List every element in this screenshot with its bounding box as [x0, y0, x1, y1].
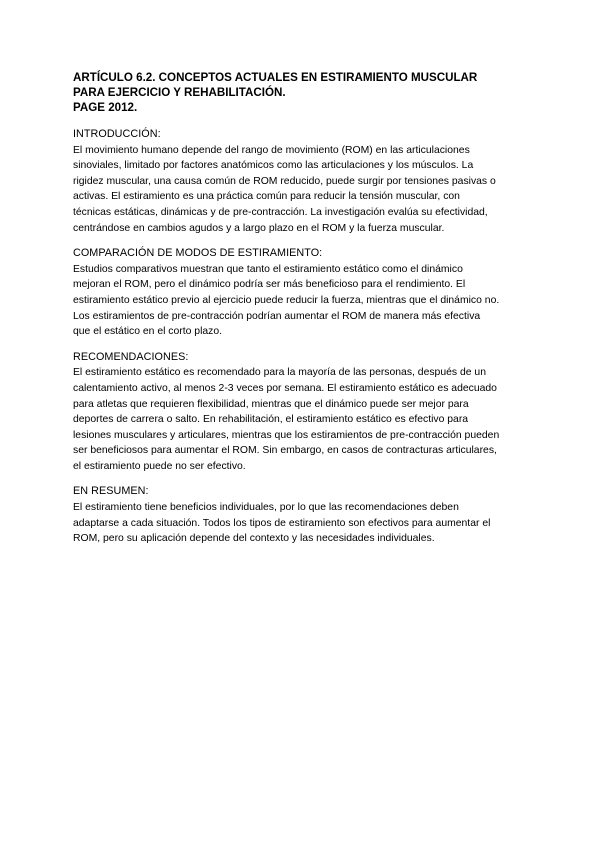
section-body	[73, 365, 533, 474]
section-heading: COMPARACIÓN DE MODOS DE ESTIRAMIENTO:	[73, 247, 323, 260]
body-line: adaptarse a cada situación. Todos los tipos de estiramiento son efectivos para aumentar el	[73, 517, 491, 529]
section-resumen	[73, 484, 533, 546]
section-heading: EN RESUMEN:	[73, 485, 149, 498]
body-line: El movimiento humano depende del rango de movimiento (ROM) en las articulaciones	[73, 144, 470, 156]
body-line: ser beneficiosos para aumentar el ROM. Sin embargo, en casos de contracturas articulares,	[73, 445, 497, 457]
body-line: sinoviales, limitado por factores anatómicos como las articulaciones y los músculos. La	[73, 160, 474, 172]
body-line: mejoran el ROM, pero el dinámico podría ser más beneficioso para el rendimiento. El	[73, 279, 466, 291]
body-line: centrándose en cambios agudos y a largo plazo en el ROM y la fuerza muscular.	[73, 222, 445, 234]
section-body	[73, 500, 533, 547]
body-line: calentamiento activo, al menos 2-3 veces por semana. El estiramiento estático es adecuado	[73, 382, 497, 394]
section-heading: RECOMENDACIONES:	[73, 350, 189, 363]
body-line: el estiramiento puede no ser efectivo.	[73, 460, 246, 472]
body-line: técnicas estáticas, dinámicas y de pre-contracción. La investigación evalúa su efectividad,	[73, 206, 488, 218]
document-page	[73, 70, 533, 557]
body-line: Estudios comparativos muestran que tanto el estiramiento estático como el dinámico	[73, 263, 463, 275]
section-recomendaciones	[73, 350, 533, 475]
body-line: para atletas que requieren flexibilidad, mientras que el dinámico puede ser mejor para	[73, 398, 469, 410]
title-line: ARTÍCULO 6.2. CONCEPTOS ACTUALES EN ESTIRAMIENTO MUSCULAR	[73, 71, 478, 84]
body-line: rigidez muscular, una causa común de ROM reducido, puede surgir por tensiones pasivas o	[73, 175, 496, 187]
title-line: PAGE 2012.	[73, 101, 138, 114]
body-line: activas. El estiramiento es una práctica común para reducir la tensión muscular, con	[73, 191, 460, 203]
document-title	[73, 70, 533, 115]
section-comparacion	[73, 246, 533, 340]
body-line: deportes de carrera o salto. En rehabilitación, el estiramiento estático es efectivo para	[73, 414, 469, 426]
body-line: El estiramiento estático es recomendado para la mayoría de las personas, después de un	[73, 367, 486, 379]
body-line: Los estiramientos de pre-contracción podrían aumentar el ROM de manera más efectiva	[73, 310, 481, 322]
body-line: estiramiento estático previo al ejercicio puede reducir la fuerza, mientras que el dinámico no.	[73, 294, 500, 306]
title-line: PARA EJERCICIO Y REHABILITACIÓN.	[73, 86, 286, 99]
section-body	[73, 262, 533, 340]
section-introduccion	[73, 127, 533, 236]
body-line: ROM, pero su aplicación depende del contexto y las necesidades individuales.	[73, 533, 435, 545]
section-body	[73, 143, 533, 237]
body-line: que el estático en el corto plazo.	[73, 326, 223, 338]
section-heading: INTRODUCCIÓN:	[73, 128, 161, 140]
body-line: lesiones musculares y articulares, mientras que los estiramientos de pre-contracción pueden	[73, 429, 500, 441]
body-line: El estiramiento tiene beneficios individuales, por lo que las recomendaciones deben	[73, 502, 459, 514]
